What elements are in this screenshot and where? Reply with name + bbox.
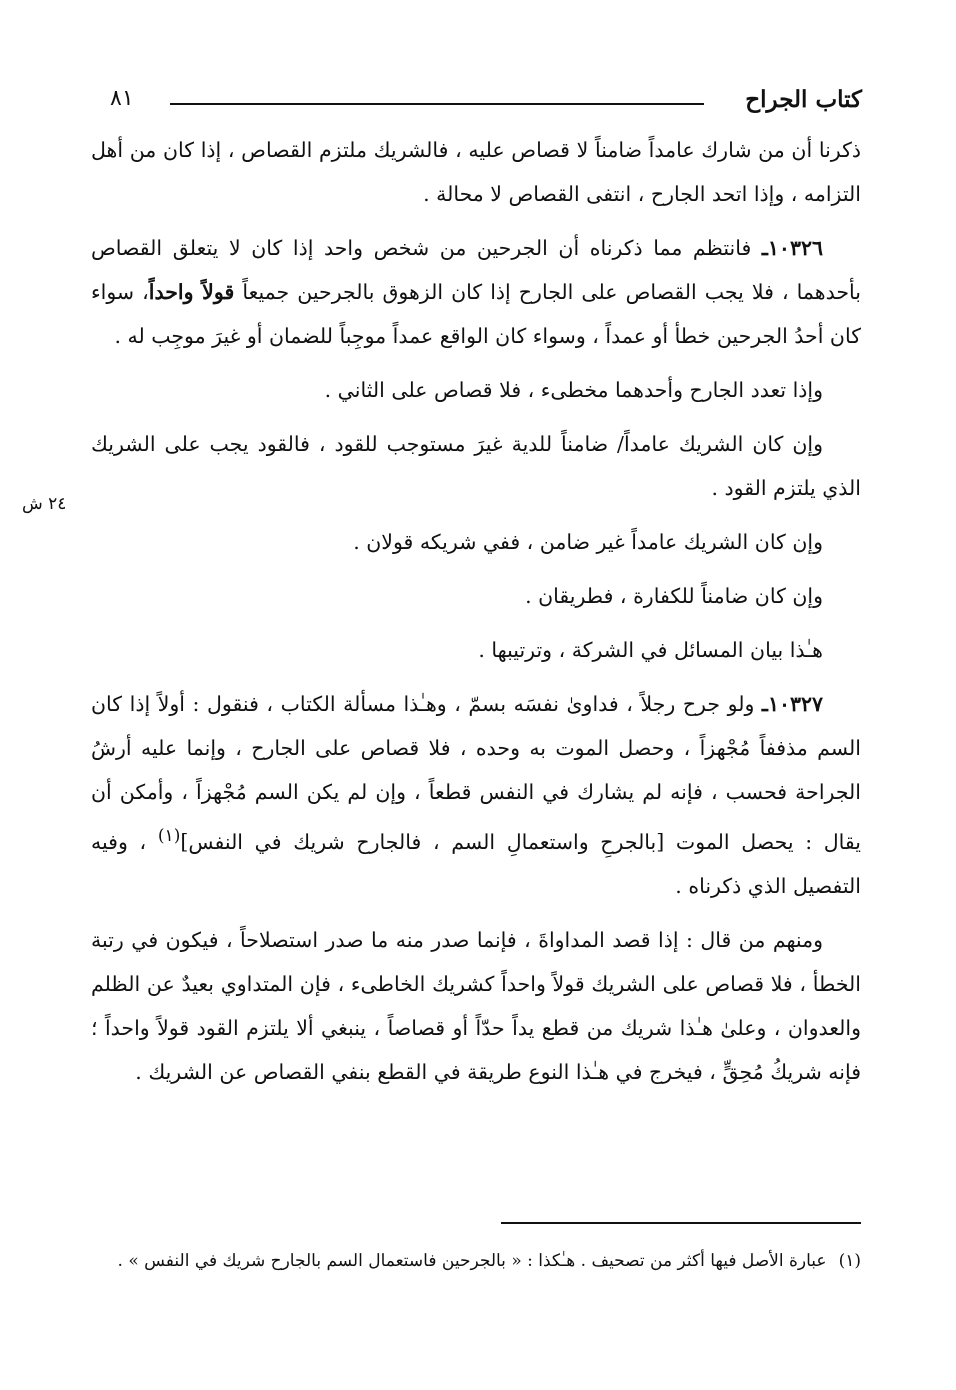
paragraph: وإن كان الشريك عامداً غير ضامن ، ففي شريكه قولان . bbox=[353, 530, 823, 554]
page-number: ٨١ bbox=[110, 86, 134, 111]
paragraph: ١٠٣٢٦ـ فانتظم مما ذكرناه أن الجرحين من شخص واحد إذا كان لا يتعلق القصاص بأحدهما ، فلا يجب القصاص على الجارح إذا كان الزهوق بالجرحين جميعاً قولاً واحداً، سواء كان أحدُ الجرحين خطأ أو عمداً ، وسواء كان الواقع عمداً موجِباً للضمان أو غيرَ موجِب له . bbox=[91, 236, 861, 348]
paragraph-number: ١٠٣٢٧ـ bbox=[761, 692, 823, 716]
paragraph: ١٠٣٢٧ـ ولو جرح رجلاً ، فداوىٰ نفسَه بسمّ ، وهـٰذا مسألة الكتاب ، فنقول : أولاً إذا كان السم مذففاً مُجْهزاً ، وحصل الموت به وحده ، فلا قصاص على الجارح ، وإنما عليه أرشُ الجراحة فحسب ، فإنه لم يشارك في النفس قطعاً ، وإن لم يكن السم مُجْهزاً ، وأمكن أن يقال : يحصل الموت [بالجرحِ واستعمالِ السم ، فالجارح شريك في النفس]$^{(١)}$ ، وفيه التفصيل الذي ذكرناه . bbox=[91, 692, 861, 898]
paragraph-number: ١٠٣٢٦ـ bbox=[761, 236, 823, 260]
footnote-divider bbox=[501, 1222, 861, 1224]
bold-phrase: قولاً واحداً bbox=[148, 280, 235, 304]
paragraph: وإن كان الشريك عامداً/ ضامناً للدية غيرَ مستوجب للقود ، فالقود يجب على الشريك الذي يلتزم القود . bbox=[91, 432, 861, 500]
paragraph: هـٰذا بيان المسائل في الشركة ، وترتيبها . bbox=[478, 638, 823, 662]
paragraph: ذكرنا أن من شارك عامداً ضامناً لا قصاص عليه ، فالشريك ملتزم القصاص ، إذا كان من أهل التزامه ، وإذا اتحد الجارح ، انتفى القصاص لا محالة . bbox=[91, 138, 861, 206]
running-header bbox=[110, 86, 862, 120]
chapter-title: كتاب الجراح bbox=[745, 86, 862, 113]
paragraph: وإذا تعدد الجارح وأحدهما مخطىء ، فلا قصاص على الثاني . bbox=[324, 378, 823, 402]
footnote-text: عبارة الأصل فيها أكثر من تصحيف . هـٰكذا : « بالجرحين فاستعمال السم بالجارح شريك في النفس » . bbox=[117, 1251, 827, 1271]
footnote bbox=[91, 1244, 861, 1278]
footnote-marker: (١) bbox=[838, 1251, 861, 1271]
footnote-ref[interactable]: (١) bbox=[157, 826, 181, 846]
paragraph: ومنهم من قال : إذا قصد المداواةَ ، فإنما صدر منه ما صدر استصلاحاً ، فيكون في رتبة الخطأ ، فلا قصاص على الشريك قولاً واحداً كشريك الخاطىء ، فإن المتداوي بعيدٌ عن الظلم والعدوان ، وعلىٰ هـٰذا شريك من قطع يداً حدّاً أو قصاصاً ، ينبغي ألا يلتزم القود قولاً واحداً ؛ فإنه شريكُ مُحِقٍّ ، فيخرج في هـٰذا النوع طريقة في القطع بنفي القصاص عن الشريك . bbox=[91, 927, 861, 1084]
main-text bbox=[91, 128, 861, 1104]
margin-note: ٢٤ ش bbox=[22, 494, 67, 514]
header-rule bbox=[170, 103, 704, 105]
paragraph: وإن كان ضامناً للكفارة ، فطريقان . bbox=[525, 584, 823, 608]
